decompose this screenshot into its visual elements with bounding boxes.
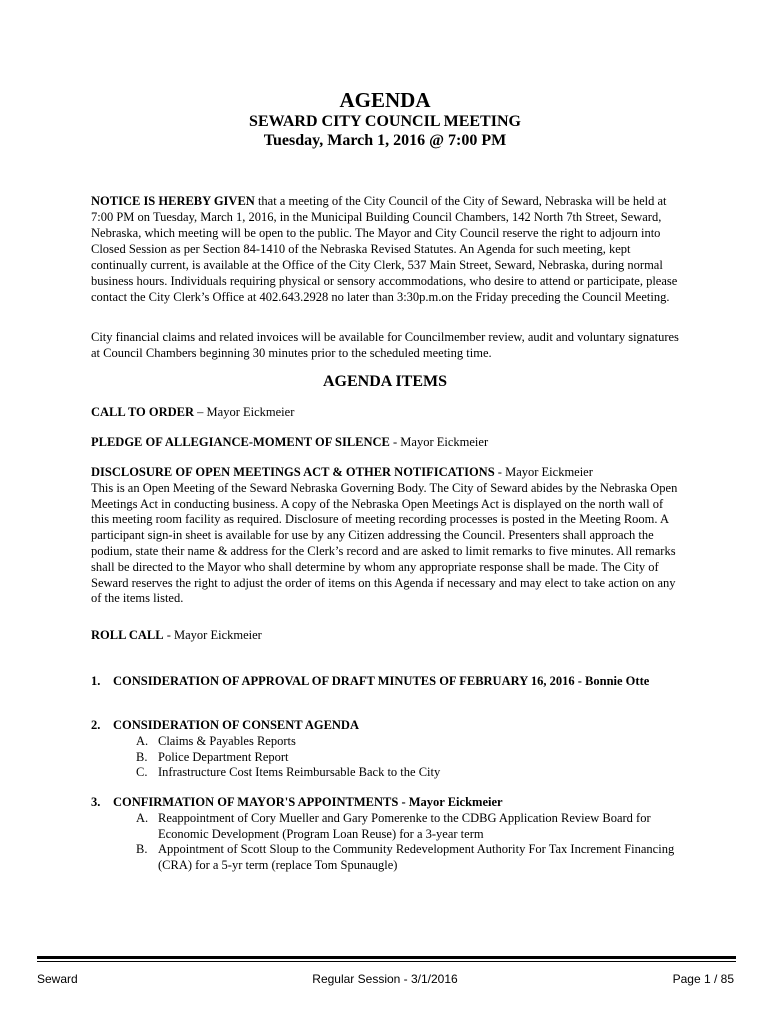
disclosure-label: DISCLOSURE OF OPEN MEETINGS ACT & OTHER NOTIFICATIONS xyxy=(91,465,495,479)
disclosure-presenter: - Mayor Eickmeier xyxy=(494,465,593,479)
agenda-item-number: 1. xyxy=(91,674,101,688)
agenda-item-number: 3. xyxy=(91,795,101,809)
notice-lead: NOTICE IS HEREBY GIVEN xyxy=(91,194,255,208)
sub-item xyxy=(91,842,683,874)
agenda-item-title: CONSIDERATION OF CONSENT AGENDA xyxy=(113,718,359,732)
roll-call-label: ROLL CALL xyxy=(91,628,164,642)
call-to-order-presenter: – Mayor Eickmeier xyxy=(194,405,295,419)
sub-item-text: Infrastructure Cost Items Reimbursable Back to the City xyxy=(158,765,441,780)
footer-city: Seward xyxy=(37,972,78,986)
call-to-order xyxy=(91,405,683,421)
footer-divider xyxy=(37,956,736,959)
sub-item xyxy=(91,750,683,766)
sub-item-text: Appointment of Scott Sloup to the Community Redevelopment Authority For Tax Increment Financing (CRA) for a 5-yr term (replace Tom Spunaugle) xyxy=(158,842,675,873)
meeting-date: Tuesday, March 1, 2016 @ 7:00 PM xyxy=(263,132,507,149)
disclosure-section xyxy=(91,465,683,607)
footer-page-number: Page 1 / 85 xyxy=(672,972,734,986)
sub-item-letter: B. xyxy=(136,749,148,764)
footer-session: Regular Session - 3/1/2016 xyxy=(312,972,458,986)
roll-call-presenter: - Mayor Eickmeier xyxy=(163,628,262,642)
agenda-item-title: CONSIDERATION OF APPROVAL OF DRAFT MINUTES OF FEBRUARY 16, 2016 - Bonnie Otte xyxy=(113,674,650,688)
pledge-presenter: - Mayor Eickmeier xyxy=(389,435,489,449)
agenda-item-number: 2. xyxy=(91,718,101,732)
roll-call xyxy=(91,628,683,644)
disclosure-text: This is an Open Meeting of the Seward Nebraska Governing Body. The City of Seward abides by the Nebraska Open Meetings Act in conducting business. A copy of the Nebraska Open Meetings Act is displayed on the north wall of this meeting room facility as required. Disclosure of meeting recording processes is posted in the Meeting Room. A participant sign-in sheet is available for use by any Citizen addressing the Council. Presenters shall approach the podium, state their name & address for the Clerk’s record and are asked to limit remarks to five minutes. All remarks shall be directed to the Mayor who shall determine by whom any appropriate response shall be made. The City of Seward reserves the right to adjust the order of items on this Agenda if necessary and may elect to take action on any of the items listed. xyxy=(91,480,678,606)
notice-text: that a meeting of the City Council of the City of Seward, Nebraska will be held at 7:00 PM on Tuesday, March 1, 2016, in the Municipal Building Council Chambers, 142 North 7th Street, Seward, Nebraska, which meeting will be open to the public. The Mayor and City Council reserve the right to adjourn into Closed Session as per Section 84-1410 of the Nebraska Revised Statutes. An Agenda for such meeting, kept continually current, is available at the Office of the City Clerk, 537 Main Street, Seward, Nebraska, during normal business hours. Individuals requiring physical or sensory accommodations, who desire to attend or participate, please contact the City Clerk’s Office at 402.643.2928 no later than 3:30p.m.on the Friday preceding the Council Meeting. xyxy=(91,194,678,304)
page-title: AGENDA xyxy=(339,88,431,112)
agenda-item-3 xyxy=(91,795,683,874)
agenda-item-title: CONFIRMATION OF MAYOR'S APPOINTMENTS - Mayor Eickmeier xyxy=(113,795,503,809)
agenda-sub-items xyxy=(91,734,683,781)
sub-item-letter: B. xyxy=(136,842,148,857)
sub-item-letter: A. xyxy=(136,733,149,748)
sub-item-text: Claims & Payables Reports xyxy=(158,733,296,748)
sub-item-letter: C. xyxy=(136,765,148,780)
sub-item-text: Reappointment of Cory Mueller and Gary Pomerenke to the CDBG Application Review Board for Economic Development (Program Loan Reuse) for a 3-year term xyxy=(158,810,651,841)
meeting-name: SEWARD CITY COUNCIL MEETING xyxy=(249,113,521,130)
agenda-sub-items xyxy=(91,811,683,874)
pledge-label: PLEDGE OF ALLEGIANCE-MOMENT OF SILENCE xyxy=(91,435,390,449)
pledge-of-allegiance xyxy=(91,435,683,451)
call-to-order-label: CALL TO ORDER xyxy=(91,405,195,419)
sub-item xyxy=(91,734,683,750)
footer-divider-thin xyxy=(37,961,736,962)
agenda-item-1 xyxy=(91,674,683,690)
agenda-item-2 xyxy=(91,718,683,781)
sub-item-letter: A. xyxy=(136,810,149,825)
sub-item xyxy=(91,765,683,781)
sub-item xyxy=(91,811,683,843)
notice-paragraph xyxy=(91,193,683,305)
sub-item-text: Police Department Report xyxy=(158,749,289,764)
agenda-items-heading: AGENDA ITEMS xyxy=(322,373,448,390)
claims-paragraph: City financial claims and related invoices will be available for Councilmember review, audit and voluntary signatures at Council Chambers beginning 30 minutes prior to the scheduled meeting time. xyxy=(91,330,679,360)
